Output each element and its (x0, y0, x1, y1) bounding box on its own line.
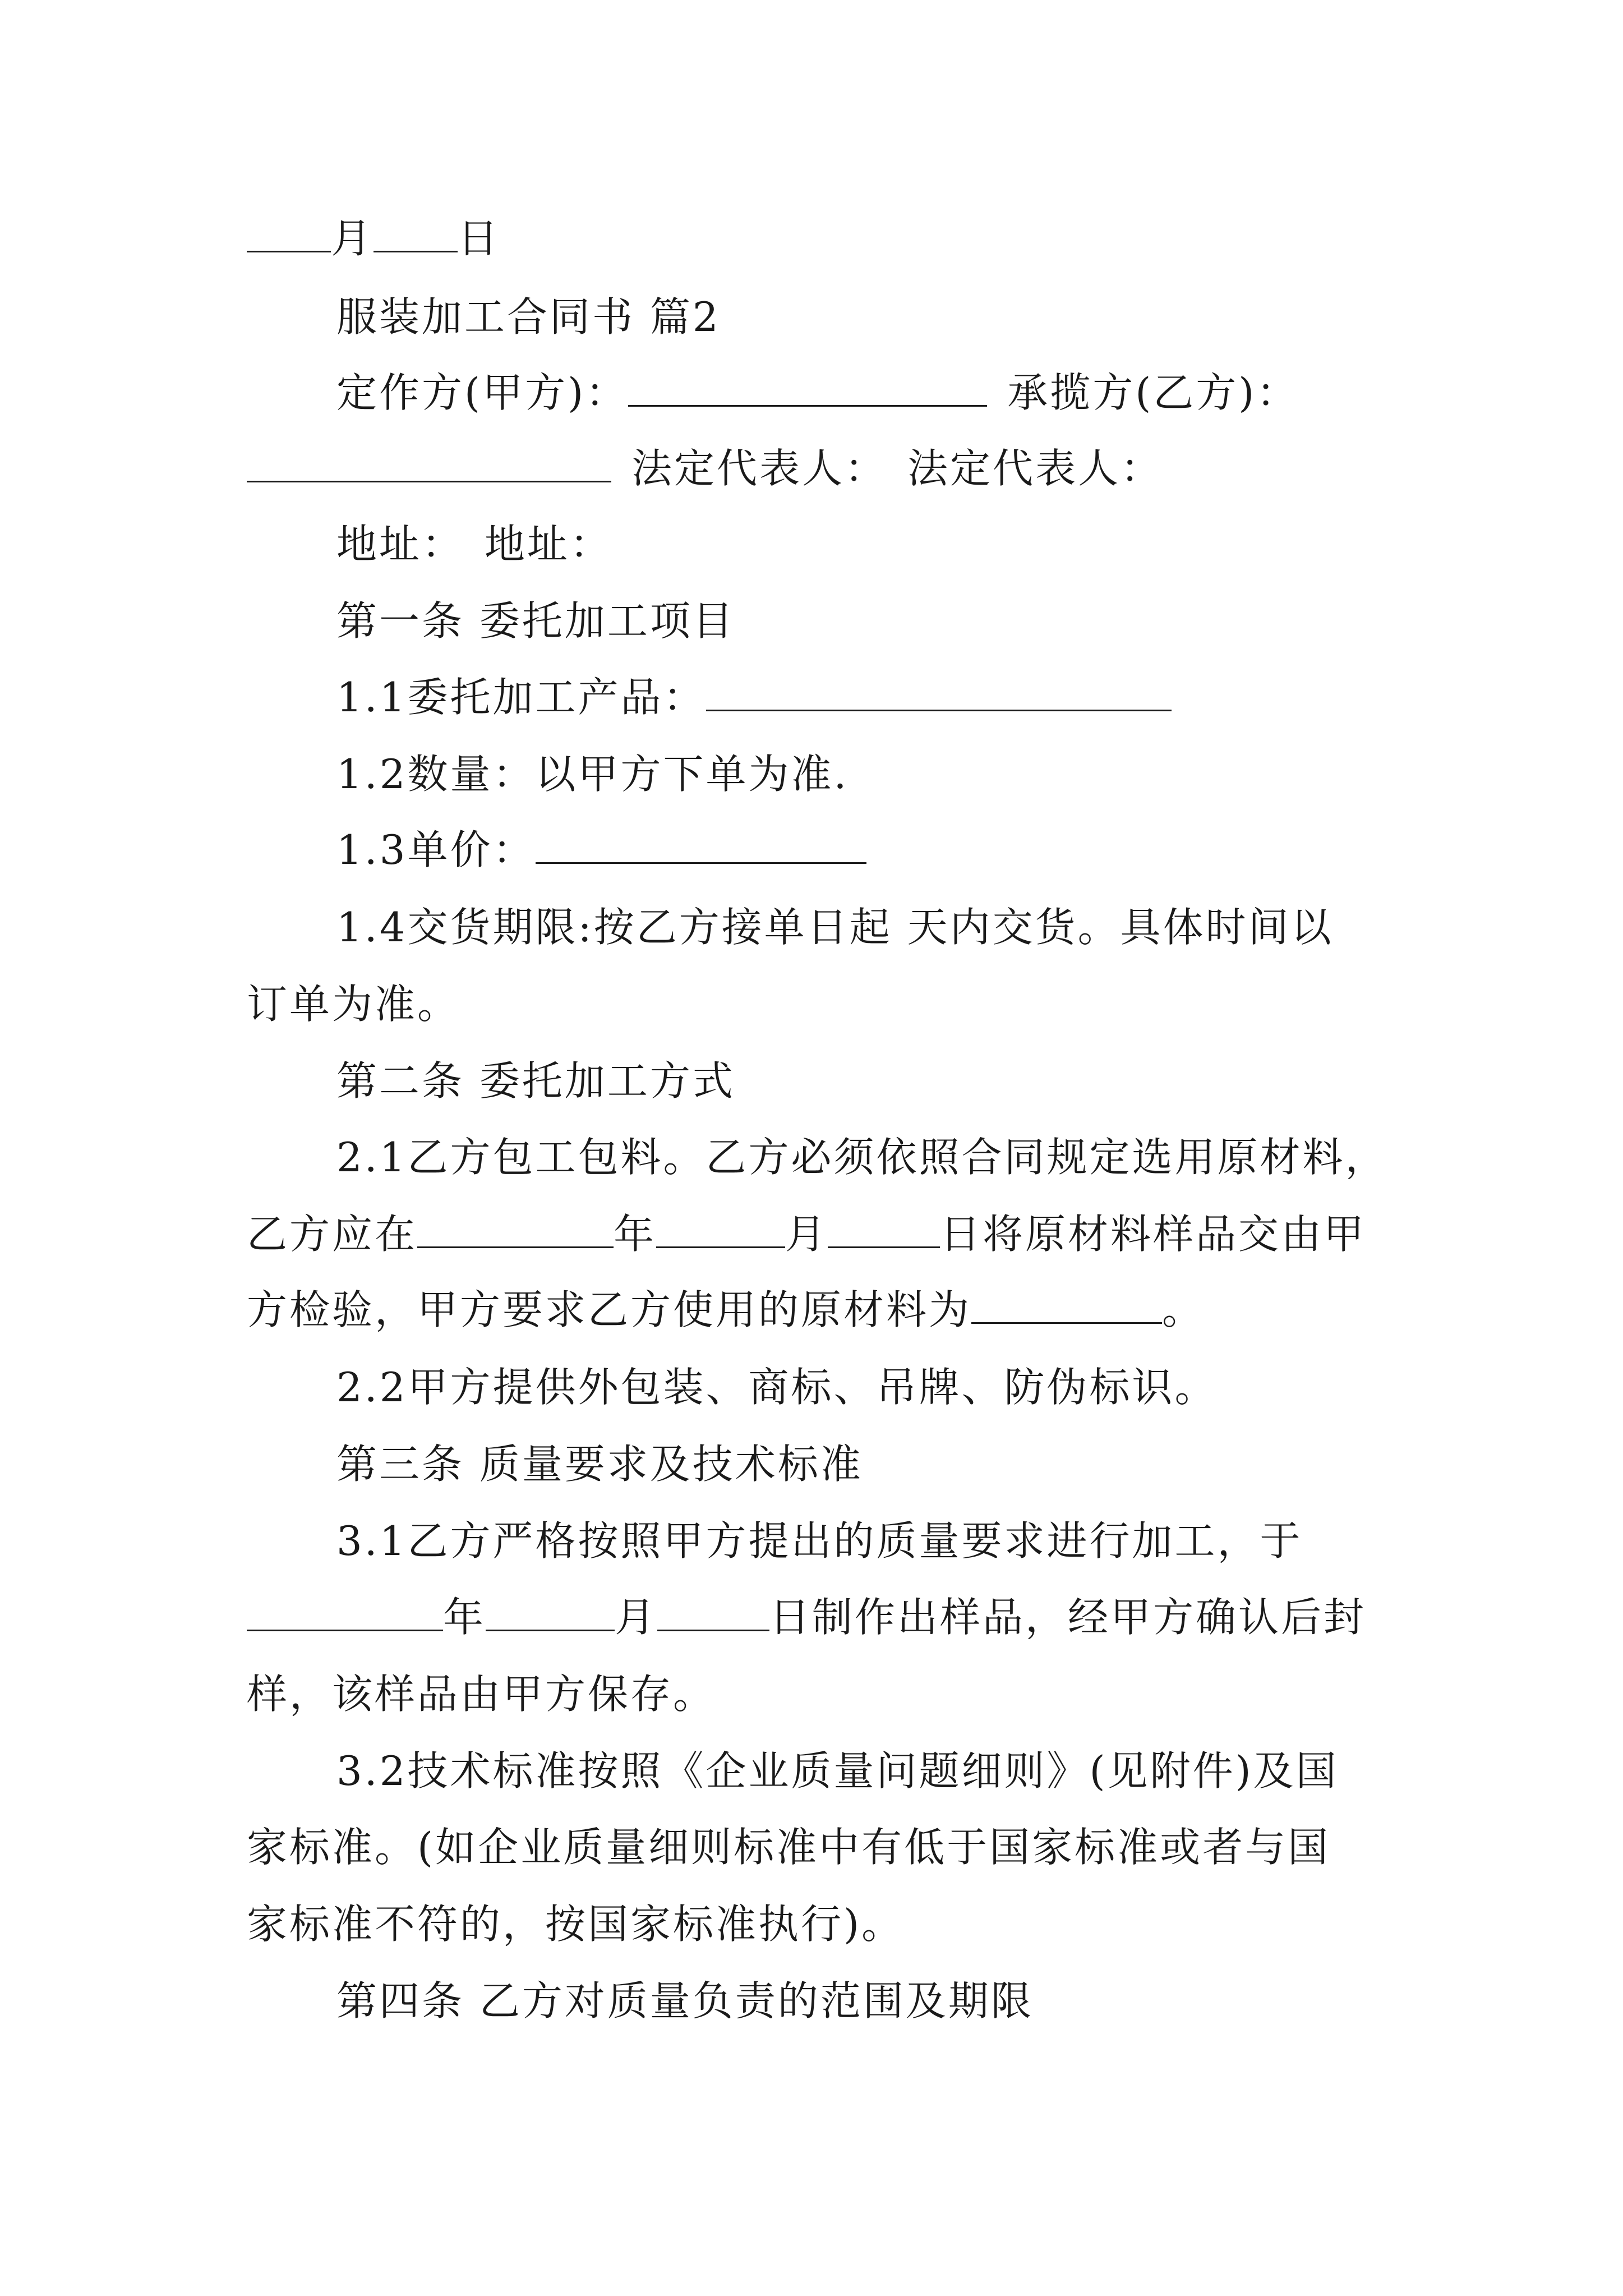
month-char: 月 (331, 215, 374, 262)
clause-3-1-line2 (247, 1592, 1366, 1642)
unit-price-blank (536, 827, 866, 864)
clause-1-1-text: 1.1委托加工产品： (336, 674, 706, 721)
party-b-blank (247, 446, 611, 482)
clause-2-2: 2.2甲方提供外包装、商标、吊牌、防伪标识。 (336, 1364, 1218, 1411)
clause-3-1-end: 日制作出样品，经甲方确认后封 (769, 1594, 1367, 1641)
clause-2-1-line3 (247, 1285, 1205, 1335)
day-char: 日 (458, 215, 501, 262)
address-line (336, 519, 612, 569)
addr-a-label: 地址： (336, 521, 465, 568)
representatives-line (247, 443, 1163, 494)
clause-1-3 (336, 825, 866, 875)
party-a-label: 定作方(甲方)： (336, 369, 629, 416)
clause-1-3-text: 1.3单价： (336, 826, 536, 873)
article-3-title: 第三条 质量要求及技术标准 (336, 1441, 863, 1488)
parties-line (336, 367, 1299, 418)
month-char: 月 (615, 1594, 658, 1641)
date-tail-line (247, 213, 500, 264)
clause-1-4-line1: 1.4交货期限:按乙方接单日起 天内交货。具体时间以 (336, 904, 1334, 951)
period-char: 。 (1162, 1286, 1205, 1333)
clause-1-2: 1.2数量：以甲方下单为准. (336, 751, 849, 798)
contract-heading: 服装加工合同书 篇2 (336, 293, 721, 341)
year-char: 年 (443, 1594, 486, 1641)
addr-b-label: 地址： (485, 521, 613, 568)
clause-3-1-line1: 3.1乙方严格按照甲方提出的质量要求进行加工，于 (336, 1517, 1303, 1565)
clause-2-1-material: 方检验，甲方要求乙方使用的原材料为 (247, 1286, 972, 1333)
article-1-title: 第一条 委托加工项目 (336, 597, 735, 645)
article-2-title: 第二条 委托加工方式 (336, 1057, 735, 1105)
clause-2-1-line1: 2.1乙方包工包料。乙方必须依照合同规定选用原材料， (336, 1134, 1388, 1181)
clause-3-2-line1: 3.2技术标准按照《企业质量问题细则》(见附件)及国 (336, 1747, 1339, 1795)
rep-a-label: 法定代表人： (631, 445, 888, 492)
month-char: 月 (785, 1211, 828, 1258)
party-a-blank (628, 370, 987, 407)
clause-1-1 (336, 672, 1172, 723)
day-blank (657, 1595, 769, 1631)
year-blank (417, 1212, 614, 1248)
article-4-title: 第四条 乙方对质量负责的范围及期限 (336, 1977, 1034, 2024)
year-blank (247, 1595, 443, 1631)
rep-b-label: 法定代表人： (907, 445, 1164, 492)
year-char: 年 (614, 1211, 657, 1258)
clause-1-4-line2: 订单为准。 (247, 981, 460, 1028)
blank-field (374, 216, 458, 252)
clause-3-2-line2: 家标准。(如企业质量细则标准中有低于国家标准或者与国 (247, 1824, 1331, 1871)
product-blank (706, 675, 1172, 711)
material-blank (971, 1287, 1162, 1324)
month-blank (656, 1212, 785, 1248)
blank-field (247, 216, 331, 252)
clause-2-1-line2 (247, 1209, 1366, 1259)
day-blank (828, 1212, 940, 1248)
clause-3-1-line3: 样，该样品由甲方保存。 (247, 1671, 716, 1718)
month-blank (486, 1595, 615, 1631)
clause-2-1-start: 乙方应在 (247, 1211, 418, 1258)
party-b-label: 承揽方(乙方)： (1007, 369, 1299, 416)
clause-3-2-line3: 家标准不符的，按国家标准执行)。 (247, 1901, 905, 1948)
clause-2-1-end: 日将原材料样品交由甲 (940, 1211, 1367, 1258)
